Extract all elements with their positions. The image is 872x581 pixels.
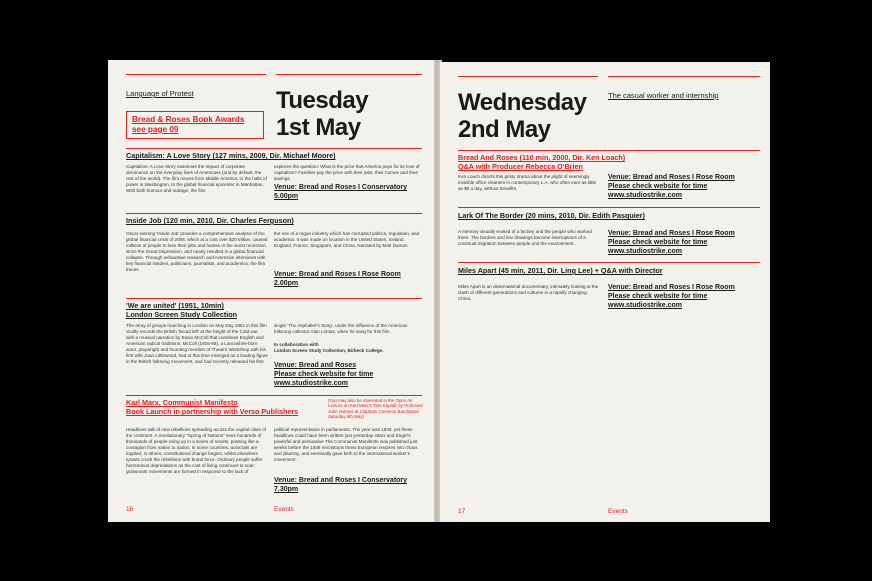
rule bbox=[458, 150, 760, 151]
venue-line: Please check website for time bbox=[608, 293, 708, 300]
venue-line: www.studiostrike.com bbox=[608, 302, 683, 309]
event-text: A memory visually erased of a factory and the people who worked there. The borders and line drawings become interruptions of a continual migration between people and the environment. bbox=[458, 229, 592, 246]
top-rule bbox=[276, 74, 422, 75]
venue-line: Venue: Bread and Roses I Rose Room bbox=[608, 284, 735, 291]
awards-box bbox=[126, 111, 264, 139]
section-label: Language of Protest bbox=[126, 89, 194, 98]
top-rule bbox=[458, 76, 598, 77]
event-venue bbox=[274, 476, 407, 494]
top-rule bbox=[126, 74, 266, 75]
rule bbox=[458, 262, 760, 263]
rule bbox=[126, 148, 422, 149]
section-label: The casual worker and internship bbox=[608, 91, 719, 100]
top-rule bbox=[608, 76, 760, 77]
venue-line: Venue: Bread and Roses bbox=[274, 362, 357, 369]
venue-line: 2.00pm bbox=[274, 280, 299, 287]
page-number: 16 bbox=[126, 506, 134, 513]
venue-line: Venue: Bread and Roses I Rose Room bbox=[274, 271, 401, 278]
venue-line: Venue: Bread and Roses I Conservatory bbox=[274, 184, 408, 191]
event-text: Oscar winning 'Inside Job' provides a comprehensive analysis of the global financial crisis of 2008, which at a cost over $20 trillion, caused millions of people to lose their jobs and homes in the worst recession since the Great Depression, and nearly resulted in a global financial collapse. Through exhaustive research and extensive interviews with key financial insiders, politicians, journalists, and academics, the film traces bbox=[126, 231, 268, 272]
venue-line: www.studiostrike.com bbox=[608, 192, 683, 199]
awards-line: Bread & Roses Book Awards bbox=[132, 115, 245, 124]
event-text: The array of groups marching in London on May Day 1951 in this film vividly records the British 'broad left' at the height of the Cold war, with a musical narration by Ewan McColl that combines English and American radical traditions. McColl (1915-89), a Lancashire-born actor, playwright and founding member of Theatre Workshop with his first wife Joan Littlewood, had at this time emerged as a leading figure in the British folksong movement, and had recently released his first bbox=[126, 323, 268, 364]
venue-line: 7.30pm bbox=[274, 486, 299, 493]
venue-line: 5.00pm bbox=[274, 193, 299, 200]
event-venue bbox=[608, 283, 735, 310]
collab-credit bbox=[274, 342, 422, 354]
day-date: 1st May bbox=[276, 114, 361, 141]
event-text: Ken Loach directs this gristy drama about the plight of seemingly invisible office cleaners in contemporary L.A. who often earn as little as $6 a day, without benefits. bbox=[458, 174, 597, 191]
day-date: 2nd May bbox=[458, 116, 551, 143]
event-note: (You may also be interested in the Open Air Lecture on Karl Marx's 'Das Kapital' by Professor John Holmes at Clapham Common Bandstand Saturday 5th May) bbox=[328, 398, 424, 420]
event-title: Lark Of The Border (20 mins, 2010, Dir. Edith Pasquier) bbox=[458, 211, 645, 220]
event-text: Capitalism: A Love Story examines the impact of corporate dominance on the everyday lives of Americans (and by default, the rest of the world). The film moves from Middle America, to the halls of power in Washington, to the global financial epicenter in Manhattan. With both humour and outrage, the film bbox=[126, 164, 267, 193]
title-line: London Screen Study Collection bbox=[126, 310, 238, 319]
collab-line: In collaboration with bbox=[274, 342, 319, 347]
rule bbox=[126, 298, 422, 299]
venue-line: www.studiostrike.com bbox=[608, 248, 683, 255]
rule bbox=[458, 207, 760, 208]
event-text: political representation in parliaments. The year was 1848, yet these headlines could have been written just yesterday. Marx and Engel's powerful and persuasive The Communist Manifesto was published just weeks before the 1848 revolutions threw European empires into chaos and disarray, and eventually gave birth to the international worker's movement. bbox=[274, 427, 418, 462]
venue-line: Please check website for time bbox=[608, 239, 708, 246]
rule bbox=[126, 213, 422, 214]
day-name: Wednesday bbox=[458, 89, 587, 116]
venue-line: Venue: Bread and Roses I Rose Room bbox=[608, 174, 735, 181]
event-title: Inside Job (120 min, 2010, Dir. Charles Ferguson) bbox=[126, 216, 294, 225]
event-title: Capitalism: A Love Story (127 mins, 2009, Dir. Michael Moore) bbox=[126, 151, 336, 160]
rule bbox=[126, 395, 422, 396]
event-text: explores the question: What is the price that America pays for its love of capitalism? Families pay the price with their jobs, their homes and their savings. bbox=[274, 164, 420, 181]
event-title bbox=[126, 301, 237, 319]
event-text: Headlines talk of new rebellions spreading across the capital cities of the continent. A revolutionary "Spring of Nations" sees hundreds of thousands of people rising up in a series of revolts, passing like a contagion from nation to nation. In some countries, autocrats are toppled; in others, constitutional change begins, whilst elsewhere tyrants crush the rebellions with brutal force. Ordinary people suffer horrendous depredations as the cost of living continues to soar; grassroots movements are formed in response to the lack of bbox=[126, 427, 266, 474]
event-text: the rise of a rogue industry which has corrupted politics, regulation, and academia. It was made on location in the United States, Iceland, England, France, Singapore, and China. Narrated by Matt Damon bbox=[274, 231, 420, 248]
title-line: Book Launch in partnership with Verso Publishers bbox=[126, 407, 299, 416]
venue-line: www.studiostrike.com bbox=[274, 380, 349, 387]
title-line: Karl Marx, Communist Manifesto bbox=[126, 398, 238, 407]
day-title bbox=[458, 89, 586, 143]
footer-section: Events bbox=[608, 508, 628, 515]
event-text: Miles Apart is an observational documentary, intimately looking at the clash of different generations and cultures in a rapidly changing China. bbox=[458, 284, 599, 301]
page-number: 17 bbox=[458, 508, 466, 515]
event-text: single 'The Asphalter's Song', under the influence of the American folksong collector Alan Lomax, when he sang for this film. bbox=[274, 323, 408, 334]
event-title: Miles Apart (45 min, 2011, Dir. Ling Lee) + Q&A with Director bbox=[458, 266, 663, 275]
venue-line: Venue: Bread and Roses I Rose Room bbox=[608, 230, 735, 237]
venue-line: Venue: Bread and Roses I Conservatory bbox=[274, 477, 408, 484]
event-venue bbox=[274, 270, 401, 288]
event-title bbox=[126, 398, 298, 416]
venue-line: Please check website for time bbox=[274, 371, 374, 378]
title-line: 'We are united' (1951, 10min) bbox=[126, 301, 224, 310]
event-venue bbox=[274, 183, 407, 201]
event-venue bbox=[274, 361, 373, 388]
event-title bbox=[458, 153, 625, 171]
title-line: Bread And Roses (110 min, 2000, Dir. Ken Loach) bbox=[458, 153, 626, 162]
event-venue bbox=[608, 229, 735, 256]
left-page bbox=[108, 60, 434, 522]
day-name: Tuesday bbox=[276, 87, 369, 114]
right-page bbox=[440, 62, 770, 522]
venue-line: Please check website for time bbox=[608, 183, 708, 190]
day-title bbox=[276, 87, 368, 141]
event-venue bbox=[608, 173, 735, 200]
footer-section: Events bbox=[274, 506, 294, 513]
collab-line: London Screen Study Collection, Birbeck College. bbox=[274, 348, 384, 353]
awards-line: see page 09 bbox=[132, 125, 179, 134]
title-line: Q&A with Producer Rebecca O'Brien bbox=[458, 162, 583, 171]
